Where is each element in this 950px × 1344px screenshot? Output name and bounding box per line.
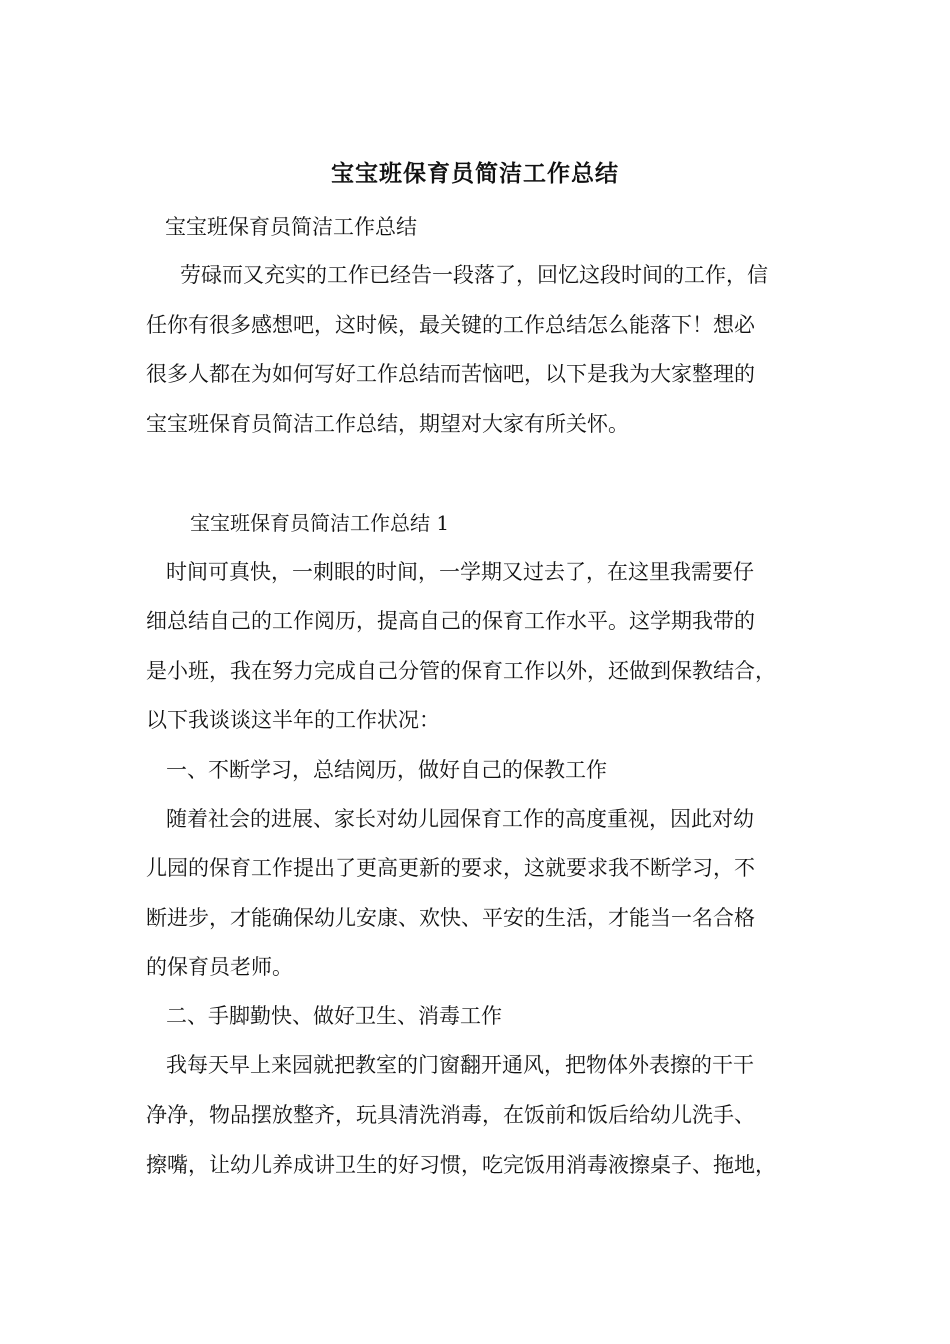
para3-line-1: 我每天早上来园就把教室的门窗翻开通风，把物体外表擦的干干 <box>166 1053 754 1077</box>
para2-line-3: 断进步，才能确保幼儿安康、欢快、平安的生活，才能当一名合格 <box>146 906 755 930</box>
document-title: 宝宝班保育员简洁工作总结 <box>331 160 619 187</box>
para2-line-2: 儿园的保育工作提出了更高更新的要求，这就要求我不断学习，不 <box>146 856 755 880</box>
para3-line-3: 擦嘴，让幼儿养成讲卫生的好习惯，吃完饭用消毒液擦桌子、拖地， <box>146 1153 776 1177</box>
para1-line-2: 细总结自己的工作阅历，提高自己的保育工作水平。这学期我带的 <box>146 609 755 633</box>
document-subtitle: 宝宝班保育员简洁工作总结 <box>165 215 417 239</box>
heading-two: 二、手脚勤快、做好卫生、消毒工作 <box>166 1004 502 1028</box>
para1-line-3: 是小班，我在努力完成自己分管的保育工作以外，还做到保教结合， <box>146 659 776 683</box>
intro-line-3: 很多人都在为如何写好工作总结而苦恼吧，以下是我为大家整理的 <box>146 362 755 386</box>
para2-line-1: 随着社会的进展、家长对幼儿园保育工作的高度重视，因此对幼 <box>166 807 754 831</box>
para1-line-4: 以下我谈谈这半年的工作状况： <box>146 708 440 732</box>
heading-one: 一、不断学习，总结阅历，做好自己的保教工作 <box>166 758 607 782</box>
intro-line-4: 宝宝班保育员简洁工作总结，期望对大家有所关怀。 <box>146 412 629 436</box>
intro-line-2: 任你有很多感想吧，这时候，最关键的工作总结怎么能落下！想必 <box>146 313 755 337</box>
intro-line-1: 劳碌而又充实的工作已经告一段落了，回忆这段时间的工作，信 <box>180 263 768 287</box>
para3-line-2: 净净，物品摆放整齐，玩具清洗消毒，在饭前和饭后给幼儿洗手、 <box>146 1103 755 1127</box>
section1-heading: 宝宝班保育员简洁工作总结 1 <box>190 511 450 535</box>
para2-line-4: 的保育员老师。 <box>146 955 293 979</box>
para1-line-1: 时间可真快，一刺眼的时间，一学期又过去了，在这里我需要仔 <box>166 560 754 584</box>
